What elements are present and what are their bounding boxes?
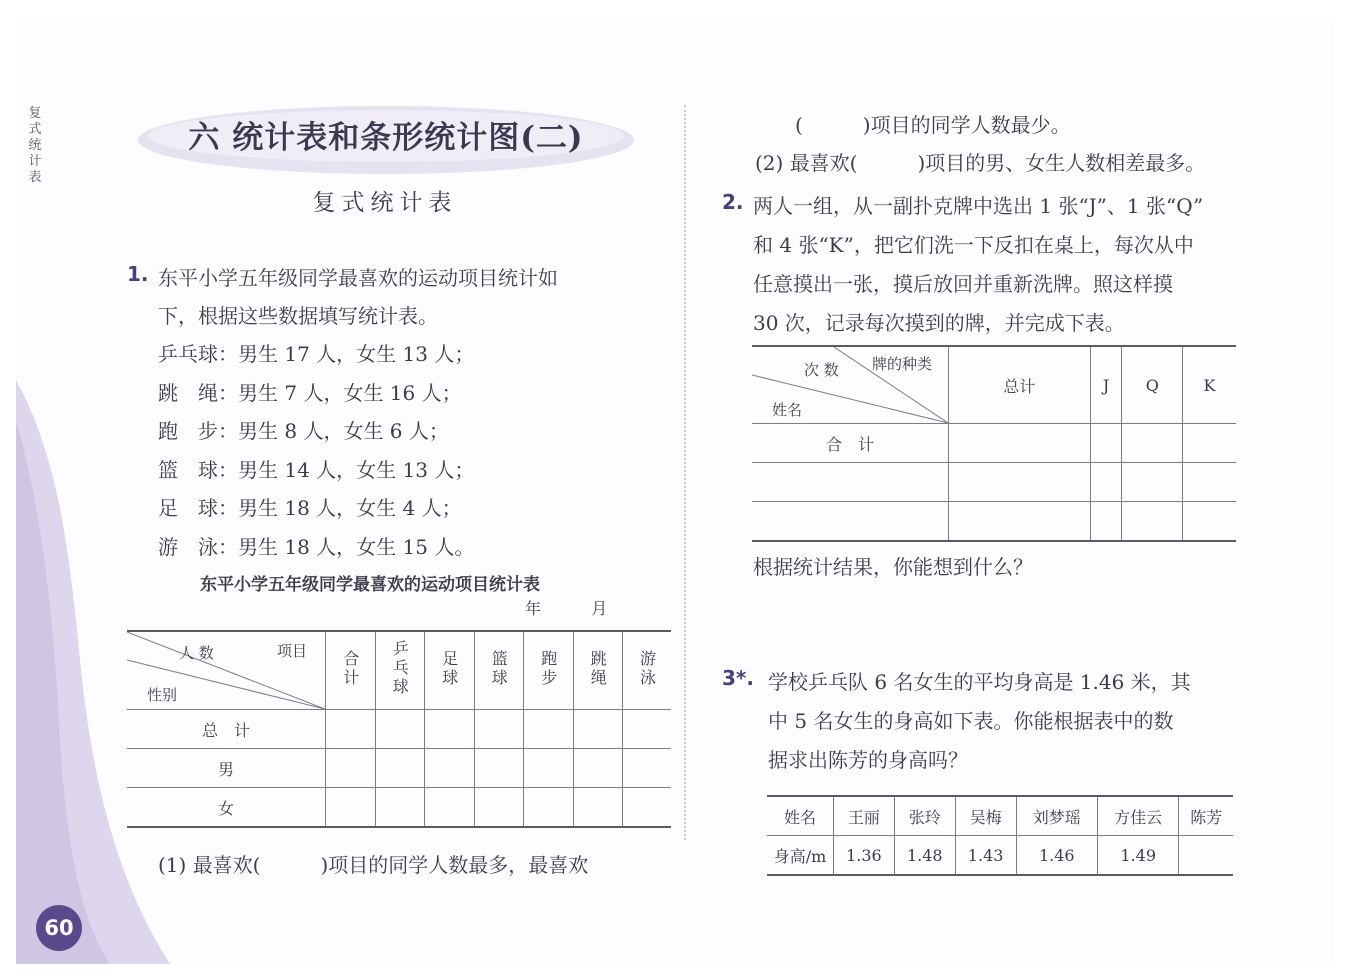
answer-cell[interactable] <box>375 788 425 828</box>
answer-cell[interactable] <box>1122 502 1183 542</box>
corner-label-count: 人 数 <box>179 644 214 662</box>
q2-text-line: 两人一组，从一副扑克牌中选出 1 张“J”、1 张“Q” <box>753 194 1204 218</box>
answer-cell[interactable] <box>1179 836 1233 876</box>
height-cell: 1.46 <box>1016 836 1097 876</box>
page-number-badge: 60 <box>36 905 82 951</box>
answer-cell[interactable] <box>573 749 623 788</box>
q1-data-line: 乒乓球：男生 17 人，女生 13 人； <box>158 342 475 366</box>
column-header: 跑步 <box>524 631 574 710</box>
column-header: 合计 <box>326 631 376 710</box>
answer-cell[interactable] <box>375 710 425 749</box>
q1-text-line2: 下，根据这些数据填写统计表。 <box>158 304 438 328</box>
q1-sub1-line1: (1) 最喜欢( )项目的同学人数最多，最喜欢 <box>158 853 589 877</box>
row-label: 女 <box>127 788 326 828</box>
name-cell: 张玲 <box>894 796 955 836</box>
answer-cell[interactable] <box>1183 463 1236 502</box>
table-row <box>752 424 1236 463</box>
table-row <box>127 710 671 749</box>
name-cell: 方佳云 <box>1097 796 1178 836</box>
corner-label-item: 项目 <box>277 642 308 660</box>
answer-cell[interactable] <box>949 502 1091 542</box>
corner-label-count: 次 数 <box>804 361 839 379</box>
table-row <box>767 836 1233 876</box>
column-header: 总计 <box>949 346 1091 424</box>
section-subtitle: 复式统计表 <box>312 190 458 216</box>
table-corner-cell <box>127 631 326 710</box>
answer-cell[interactable] <box>425 710 475 749</box>
answer-cell[interactable] <box>474 749 524 788</box>
row-label[interactable] <box>752 502 949 542</box>
q1-number: 1. <box>127 262 149 286</box>
column-header: Q <box>1122 346 1183 424</box>
answer-cell[interactable] <box>1183 424 1236 463</box>
answer-cell[interactable] <box>949 424 1091 463</box>
answer-cell[interactable] <box>425 788 475 828</box>
answer-cell[interactable] <box>623 749 672 788</box>
row-label[interactable] <box>752 463 949 502</box>
table-header-row <box>767 796 1233 836</box>
height-cell: 1.48 <box>894 836 955 876</box>
q2-card-table <box>752 345 1236 542</box>
row-label: 身高/m <box>767 836 834 876</box>
column-header: 足球 <box>425 631 475 710</box>
table-header-row <box>752 346 1236 424</box>
corner-label-name: 姓名 <box>772 401 803 419</box>
q3-height-table <box>767 795 1233 876</box>
answer-cell[interactable] <box>474 788 524 828</box>
answer-cell[interactable] <box>623 710 672 749</box>
row-label: 总 计 <box>127 710 326 749</box>
column-header: 跳绳 <box>573 631 623 710</box>
column-header: 篮球 <box>474 631 524 710</box>
table-row <box>752 502 1236 542</box>
name-cell: 吴梅 <box>955 796 1016 836</box>
name-cell: 刘梦瑶 <box>1016 796 1097 836</box>
answer-cell[interactable] <box>573 710 623 749</box>
q2-text-line: 30 次，记录每次摸到的牌，并完成下表。 <box>753 311 1125 335</box>
q1-data-line: 篮 球：男生 14 人，女生 13 人； <box>158 458 475 482</box>
row-label: 姓名 <box>767 796 834 836</box>
q3-text-line: 据求出陈芳的身高吗？ <box>768 748 968 772</box>
date-year: 年 <box>525 599 542 618</box>
q1-sub1-line2: ( )项目的同学人数最少。 <box>795 113 1071 137</box>
answer-cell[interactable] <box>326 788 376 828</box>
answer-cell[interactable] <box>573 788 623 828</box>
answer-cell[interactable] <box>524 749 574 788</box>
page-title: 六 统计表和条形统计图(二) <box>188 120 584 156</box>
q1-data-line: 跳 绳：男生 7 人，女生 16 人； <box>158 381 462 405</box>
answer-cell[interactable] <box>524 788 574 828</box>
table-row <box>127 749 671 788</box>
height-cell: 1.49 <box>1097 836 1178 876</box>
name-cell: 王丽 <box>834 796 895 836</box>
column-header: K <box>1183 346 1236 424</box>
table-header-row <box>127 631 671 710</box>
q2-question: 根据统计结果，你能想到什么？ <box>753 555 1033 579</box>
answer-cell[interactable] <box>1122 463 1183 502</box>
q1-text-line1: 东平小学五年级同学最喜欢的运动项目统计如 <box>158 266 558 290</box>
corner-label-card-type: 牌的种类 <box>872 355 933 373</box>
answer-cell[interactable] <box>375 749 425 788</box>
row-label: 男 <box>127 749 326 788</box>
corner-label-gender: 性别 <box>147 686 178 704</box>
height-cell: 1.43 <box>955 836 1016 876</box>
answer-cell[interactable] <box>1090 502 1122 542</box>
q1-data-line: 跑 步：男生 8 人，女生 6 人； <box>158 419 449 443</box>
answer-cell[interactable] <box>1122 424 1183 463</box>
answer-cell[interactable] <box>1183 502 1236 542</box>
page-divider <box>684 105 688 840</box>
name-cell: 陈芳 <box>1179 796 1233 836</box>
q1-table-caption: 东平小学五年级同学最喜欢的运动项目统计表 <box>200 575 540 595</box>
height-cell: 1.36 <box>834 836 895 876</box>
q1-sports-table <box>127 630 671 828</box>
answer-cell[interactable] <box>524 710 574 749</box>
side-tab: 复式统计表 <box>28 106 42 185</box>
answer-cell[interactable] <box>326 710 376 749</box>
column-header: J <box>1090 346 1122 424</box>
q1-sub2: (2) 最喜欢( )项目的男、女生人数相差最多。 <box>755 151 1206 175</box>
answer-cell[interactable] <box>1090 424 1122 463</box>
q2-text-line: 和 4 张“K”，把它们洗一下反扣在桌上，每次从中 <box>753 233 1194 257</box>
row-label: 合 计 <box>752 424 949 463</box>
q1-data-line: 游 泳：男生 18 人，女生 15 人。 <box>158 535 475 559</box>
q1-table-date <box>525 596 607 619</box>
q2-number: 2. <box>722 190 744 214</box>
answer-cell[interactable] <box>474 710 524 749</box>
column-header: 乒乓球 <box>375 631 425 710</box>
answer-cell[interactable] <box>326 749 376 788</box>
answer-cell[interactable] <box>623 788 672 828</box>
table-corner-cell <box>752 346 949 424</box>
answer-cell[interactable] <box>1090 463 1122 502</box>
table-row <box>127 788 671 828</box>
q1-data-line: 足 球：男生 18 人，女生 4 人； <box>158 496 462 520</box>
date-month: 月 <box>591 599 608 618</box>
column-header: 游泳 <box>623 631 672 710</box>
table-row <box>752 463 1236 502</box>
q3-number: 3*. <box>722 666 754 690</box>
q3-text-line: 中 5 名女生的身高如下表。你能根据表中的数 <box>768 709 1174 733</box>
answer-cell[interactable] <box>949 463 1091 502</box>
q2-text-line: 任意摸出一张，摸后放回并重新洗牌。照这样摸 <box>753 272 1173 296</box>
q3-text-line: 学校乒乓队 6 名女生的平均身高是 1.46 米，其 <box>768 670 1191 694</box>
answer-cell[interactable] <box>425 749 475 788</box>
